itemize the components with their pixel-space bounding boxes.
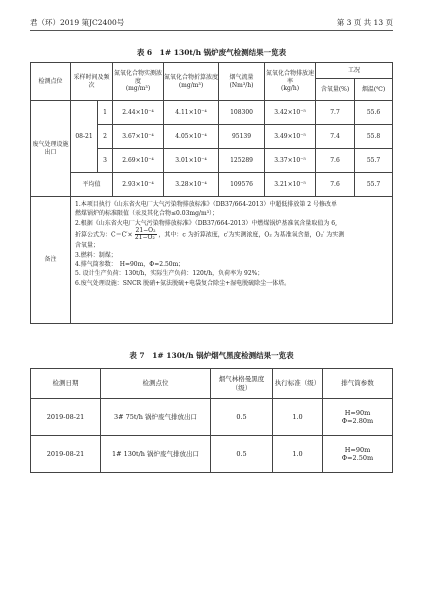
cell-stack [323, 436, 393, 473]
col-flow-unit: (Nm³/h) [229, 81, 254, 89]
note-3: 3.燃料：制煤； [75, 251, 117, 259]
col-measured [113, 63, 164, 101]
table-row-average [31, 173, 393, 197]
cell-temp: 55.7 [355, 173, 393, 197]
note-5: 5. 设计生产负荷：130t/h，实际生产负荷：120t/h，负荷率为 92%； [75, 270, 264, 278]
col-measured-unit: (mg/m³) [125, 85, 151, 93]
col-measured-label: 氮氧化合物实测浓度 [114, 69, 163, 85]
note-2c: 含氧量； [75, 242, 100, 250]
cell-point: 1# 130t/h 锅炉废气排放出口 [101, 436, 211, 473]
cell-measured: 2.93×10⁻⁴ [113, 173, 164, 197]
cell-flow: 109576 [219, 173, 265, 197]
col-condition: 工况 [316, 63, 393, 79]
col-oxygen: 含氧量(%) [316, 79, 355, 101]
cell-flow: 108300 [219, 101, 265, 125]
formula-numerator: 21−O₂ [135, 226, 156, 234]
table6-boiler-exhaust [30, 62, 393, 324]
cell-rate: 3.49×10⁻⁵ [265, 125, 316, 149]
cell-avg-label: 平均值 [71, 173, 113, 197]
cell-flow: 125289 [219, 149, 265, 173]
col-flow-label: 烟气流量 [229, 73, 254, 81]
cell-measured: 3.67×10⁻⁴ [113, 125, 164, 149]
conversion-formula [135, 228, 157, 242]
cell-result: 0.5 [211, 399, 273, 436]
cell-rate: 3.37×10⁻⁵ [265, 149, 316, 173]
note-1a: 1.本项目执行《山东省火电厂大气污染物排放标准》（DB37/664-2013）中超低排放第 2 号修改单 [75, 201, 337, 208]
col-point: 检测点位 [101, 369, 211, 399]
stack-height: H=90m [344, 408, 371, 417]
col-point: 检测点位 [31, 63, 71, 101]
cell-standard: 1.0 [273, 399, 323, 436]
report-number: 君（环）2019 第JC2400号 [30, 18, 125, 27]
cell-n: 2 [98, 125, 113, 149]
cell-measured: 2.44×10⁻⁴ [113, 101, 164, 125]
col-rate [265, 63, 316, 101]
page-number: 第 3 页 共 13 页 [336, 18, 393, 27]
note-2b-post: ，其中：c 为折算浓度，c′为实测浓度，O₂ 为基准氧含量，O₂′ 为实测 [158, 231, 345, 239]
cell-point: 废气处理设施出口 [31, 101, 71, 197]
cell-oxygen: 7.4 [316, 125, 355, 149]
cell-converted: 3.28×10⁻⁴ [164, 173, 219, 197]
cell-flow: 95139 [219, 125, 265, 149]
cell-n: 1 [98, 101, 113, 125]
col-converted-unit: (mg/m³) [178, 81, 204, 89]
cell-date: 08-21 [71, 101, 98, 173]
cell-standard: 1.0 [273, 436, 323, 473]
note-2b-pre: 折算公式为：C＝C′× [75, 231, 133, 239]
cell-temp: 55.7 [355, 149, 393, 173]
cell-temp: 55.6 [355, 101, 393, 125]
cell-notes [71, 197, 393, 324]
col-temp: 烟温(℃) [355, 79, 393, 101]
cell-temp: 55.8 [355, 125, 393, 149]
stack-diameter: Φ=2.50m [341, 454, 374, 462]
cell-stack [323, 399, 393, 436]
col-result: 烟气林格曼黑度（级） [211, 369, 273, 399]
cell-converted: 3.01×10⁻⁴ [164, 149, 219, 173]
cell-notes-label: 备注 [31, 197, 71, 324]
table-row-notes [31, 197, 393, 324]
note-1b: 燃煤锅炉的标准限值（汞及其化合物≤0.03mg/m³）； [75, 210, 219, 218]
stack-diameter: Φ=2.80m [341, 417, 374, 425]
col-standard: 执行标准（级） [273, 369, 323, 399]
note-4: 4.排气筒参数： H=90m，Φ=2.50m； [75, 261, 185, 269]
table7-caption: 表 7 1# 130t/h 锅炉烟气黑度检测结果一览表 [129, 351, 294, 360]
table7-smoke-blackness [30, 368, 393, 473]
header-divider [30, 30, 393, 31]
table6-caption: 表 6 1# 130t/h 锅炉废气检测结果一览表 [136, 48, 287, 57]
cell-rate: 3.42×10⁻⁵ [265, 101, 316, 125]
table-row [31, 101, 393, 125]
col-rate-unit: (kg/h) [280, 85, 300, 93]
cell-oxygen: 7.6 [316, 149, 355, 173]
cell-date: 2019-08-21 [31, 399, 101, 436]
col-date: 检测日期 [31, 369, 101, 399]
cell-date: 2019-08-21 [31, 436, 101, 473]
cell-result: 0.5 [211, 436, 273, 473]
col-time: 采样时间及频次 [71, 63, 113, 101]
cell-converted: 4.11×10⁻⁴ [164, 101, 219, 125]
stack-height: H=90m [344, 445, 371, 454]
table-row [31, 436, 393, 473]
col-flow [219, 63, 265, 101]
col-converted [164, 63, 219, 101]
cell-oxygen: 7.6 [316, 173, 355, 197]
table-row [31, 399, 393, 436]
cell-rate: 3.21×10⁻⁵ [265, 173, 316, 197]
formula-denominator: 21−O₂′ [134, 234, 157, 242]
cell-oxygen: 7.7 [316, 101, 355, 125]
cell-point: 3# 75t/h 锅炉废气排放出口 [101, 399, 211, 436]
note-2a: 2.根据《山东省火电厂大气污染物排放标准》（DB37/664-2013）中燃煤锅炉基准氧含量取值为 6, [75, 219, 337, 227]
cell-converted: 4.05×10⁻⁴ [164, 125, 219, 149]
cell-n: 3 [98, 149, 113, 173]
note-2b [75, 228, 388, 242]
note-6: 6.废气处理设施：SNCR 脱硝+氨法脱硫+电袋复合除尘+湿电脱硫除尘一体塔。 [75, 279, 291, 287]
col-stack: 排气筒参数 [323, 369, 393, 399]
col-rate-label: 氮氧化合物排放速率 [266, 69, 315, 85]
col-converted-label: 氮氧化合物折算浓度 [164, 73, 219, 81]
cell-measured: 2.69×10⁻⁴ [113, 149, 164, 173]
page-header [30, 14, 393, 28]
